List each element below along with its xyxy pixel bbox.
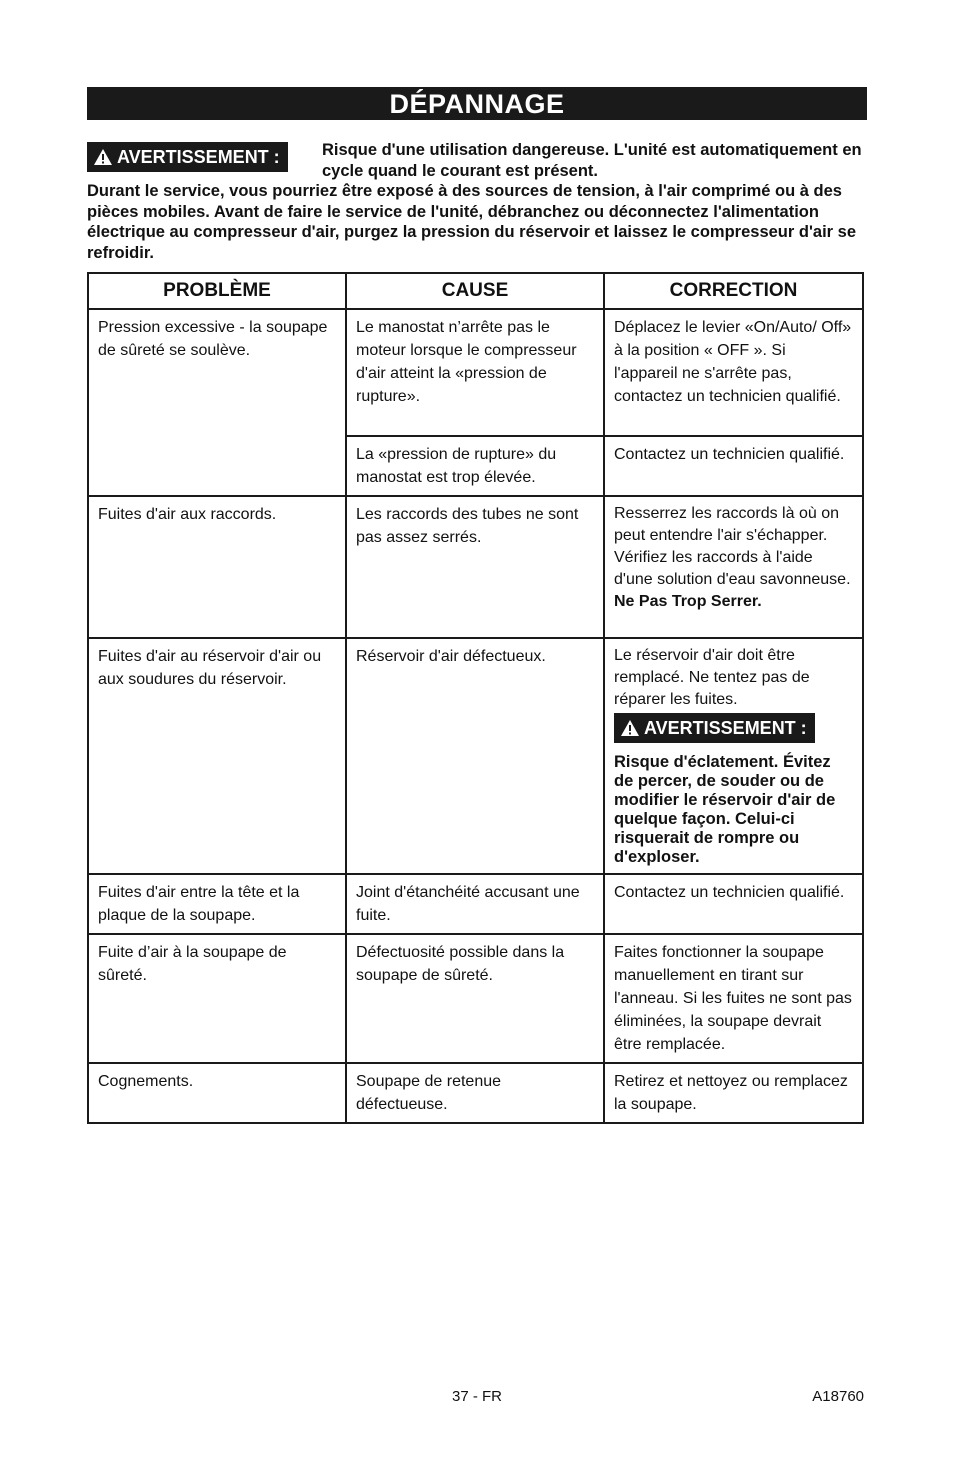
correction-cell (604, 496, 863, 638)
warning-label: AVERTISSEMENT : (117, 146, 280, 167)
table-row (88, 309, 863, 436)
page-number: 37 - FR (451, 1388, 502, 1405)
warning-triangle-icon (93, 148, 113, 166)
burst-warning-text: Risque d'éclatement. Évitez de percer, de souder ou de modifier le réservoir d'air de quelque façon. Celui-ci risquerait de rompre ou d'exploser. (614, 753, 836, 866)
correction-cell: Faites fonctionner la soupape manuellement en tirant sur l'anneau. Si les fuites ne sont pas éliminées, la soupape devrait être remplacée. (604, 934, 863, 1063)
cause-cell: Le manostat n’arrête pas le moteur lorsque le compresseur d'air atteint la «pression de rupture». (346, 309, 604, 436)
table-row (88, 874, 863, 934)
table-row (88, 1063, 863, 1123)
problem-cell: Fuites d'air aux raccords. (88, 496, 346, 638)
correction-cell (604, 638, 863, 874)
header-cause: CAUSE (346, 273, 604, 309)
header-correction: CORRECTION (604, 273, 863, 309)
page-title: DÉPANNAGE (87, 87, 867, 120)
warning-intro-rest: Durant le service, vous pourriez être exposé à des sources de tension, à l'air comprimé ou à des pièces mobiles. Avant de faire le service de l'unité, débranchez ou déconnectez l'alimentation électrique au compresseur d'air, purgez la pression du réservoir et laissez le compresseur d'air se refroidir. (87, 182, 857, 262)
problem-cell: Fuite d’air à la soupape de sûreté. (88, 934, 346, 1063)
warning-badge (614, 713, 815, 743)
correction-cell: Retirez et nettoyez ou remplacez la soupape. (604, 1063, 863, 1123)
cause-cell: La «pression de rupture» du manostat est trop élevée. (346, 436, 604, 496)
document-code: A18760 (812, 1388, 864, 1405)
table-row (88, 934, 863, 1063)
correction-text: Le réservoir d'air doit être remplacé. Ne tentez pas de réparer les fuites. (614, 647, 810, 708)
cause-cell: Réservoir d'air défectueux. (346, 638, 604, 874)
table-header-row (88, 273, 863, 309)
correction-cell: Contactez un technicien qualifié. (604, 436, 863, 496)
header-problem: PROBLÈME (88, 273, 346, 309)
correction-text: Resserrez les raccords là où on peut entendre l'air s'échapper. Vérifiez les raccords à l'aide d'une solution d'eau savonneuse. (614, 505, 851, 588)
table-row (88, 496, 863, 638)
problem-cell: Pression excessive - la soupape de sûreté se soulève. (88, 309, 346, 496)
cause-cell: Défectuosité possible dans la soupape de sûreté. (346, 934, 604, 1063)
problem-cell: Fuites d'air entre la tête et la plaque de la soupape. (88, 874, 346, 934)
cause-cell: Joint d'étanchéité accusant une fuite. (346, 874, 604, 934)
warning-intro-first: Risque d'une utilisation dangereuse. L'unité est automatiquement en cycle quand le courant est présent. (322, 141, 862, 180)
troubleshooting-table (87, 272, 864, 1124)
cause-cell: Soupape de retenue défectueuse. (346, 1063, 604, 1123)
correction-cell: Déplacez le levier «On/Auto/ Off» à la position « OFF ». Si l'appareil ne s'arrête pas, contactez un technicien qualifié. (604, 309, 863, 436)
warning-badge (87, 142, 288, 172)
problem-cell: Cognements. (88, 1063, 346, 1123)
correction-cell: Contactez un technicien qualifié. (604, 874, 863, 934)
table-row (88, 638, 863, 874)
warning-label: AVERTISSEMENT : (644, 718, 807, 738)
correction-emphasis: Ne Pas Trop Serrer. (614, 593, 762, 610)
cause-cell: Les raccords des tubes ne sont pas assez serrés. (346, 496, 604, 638)
problem-cell: Fuites d'air au réservoir d'air ou aux soudures du réservoir. (88, 638, 346, 874)
warning-triangle-icon (620, 719, 640, 737)
